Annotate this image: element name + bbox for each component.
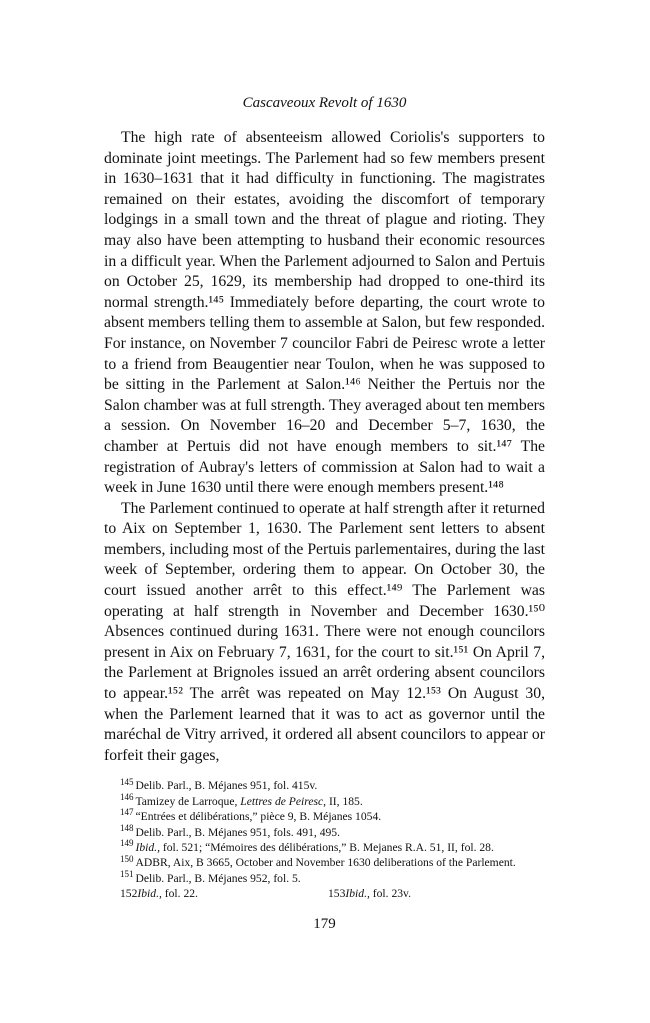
footnote-text: fol. 22. xyxy=(161,887,198,901)
footnote-ibid: Ibid., xyxy=(137,887,162,901)
footnote-text: fol. 23v. xyxy=(369,887,411,901)
footnote xyxy=(104,855,545,870)
footnote xyxy=(104,868,545,886)
footnote-number: 148 xyxy=(120,822,134,833)
footnote xyxy=(104,840,545,855)
paragraph: The Parlement continued to operate at half strength after it returned to Aix on September 1, 1630. The Parlement sent letters to absent members, including most of the Pertuis parlementaires, during the last week of September, ordering them to appear. On October 30, the court issued another arrêt to this effect.¹⁴⁹ The Parlement was operating at half strength in November and December 1630.¹⁵⁰ Absences continued during 1631. There were not enough councilors present in Aix on February 7, 1631, for the court to sit.¹⁵¹ On April 7, the Parlement at Brignoles issued an arrêt ordering absent councilors to appear.¹⁵² The arrêt was repeated on May 12.¹⁵³ On August 30, when the Parlement learned that it was to act as governor until the maréchal de Vitry arrived, it ordered all absent councilors to appear or forfeit their gages, xyxy=(104,499,545,764)
footnote-title: Lettres de Peiresc xyxy=(240,794,324,808)
footnote-number: 147 xyxy=(120,807,134,818)
book-page xyxy=(104,94,545,933)
footnote-number: 146 xyxy=(120,791,134,802)
footnote xyxy=(120,886,328,901)
footnote-number: 145 xyxy=(120,776,134,787)
footnote-number: 149 xyxy=(120,838,134,849)
footnote-number: 150 xyxy=(120,853,134,864)
paragraph: The high rate of absenteeism allowed Coriolis's supporters to dominate joint meetings. The Parlement had so few members present in 1630–1631 that it had difficulty in functioning. The magistrates remained on their estates, avoiding the discomfort of temporary lodgings in a small town and the threat of plague and rioting. They may also have been attempting to husband their economic resources in a difficult year. When the Parlement adjourned to Salon and Pertuis on October 25, 1629, its membership had dropped to one-third its normal strength.¹⁴⁵ Immediately before departing, the court wrote to absent members telling them to assemble at Salon, but few responded. For instance, on November 7 councilor Fabri de Peiresc wrote a letter to a friend from Beaugentier near Toulon, when he was supposed to be sitting in the Parlement at Salon.¹⁴⁶ Neither the Pertuis nor the Salon chamber was at full strength. They averaged about ten members a session. On November 16–20 and December 5–7, 1630, the chamber at Pertuis did not have enough members to sit.¹⁴⁷ The registration of Aubray's letters of commission at Salon had to wait a week in June 1630 until there were enough members present.¹⁴⁸ xyxy=(104,129,545,497)
footnote xyxy=(104,791,545,809)
footnote xyxy=(104,822,545,840)
footnote xyxy=(104,778,545,793)
footnote-text: Delib. Parl., B. Méjanes 951, fols. 491, 495. xyxy=(135,825,340,839)
footnote-pair xyxy=(104,886,545,901)
footnote-ibid: Ibid., xyxy=(135,841,160,855)
running-head: Cascaveoux Revolt of 1630 xyxy=(242,95,407,111)
footnote-text: ADBR, Aix, B 3665, October and November 1630 deliberations of the Parlement. xyxy=(135,856,516,870)
page-number: 179 xyxy=(313,915,336,932)
footnote-text: Tamizey de Larroque, xyxy=(135,794,241,808)
footnote xyxy=(104,809,545,824)
footnote-text: fol. 521; “Mémoires des délibérations,” B. Mejanes R.A. 51, II, fol. 28. xyxy=(159,841,494,855)
body-text xyxy=(104,128,545,766)
footnote-text: Delib. Parl., B. Méjanes 952, fol. 5. xyxy=(135,871,301,885)
footnote-number: 151 xyxy=(120,868,134,879)
footnote xyxy=(328,886,411,901)
footnote-number: 153 xyxy=(328,887,346,901)
footnote-ibid: Ibid., xyxy=(345,887,370,901)
footnotes xyxy=(104,778,545,901)
footnote-text: , II, 185. xyxy=(323,794,363,808)
footnote-text: Delib. Parl., B. Méjanes 951, fol. 415v. xyxy=(135,779,318,793)
footnote-number: 152 xyxy=(120,887,138,901)
footnote-text: “Entrées et délibérations,” pièce 9, B. Méjanes 1054. xyxy=(135,810,382,824)
